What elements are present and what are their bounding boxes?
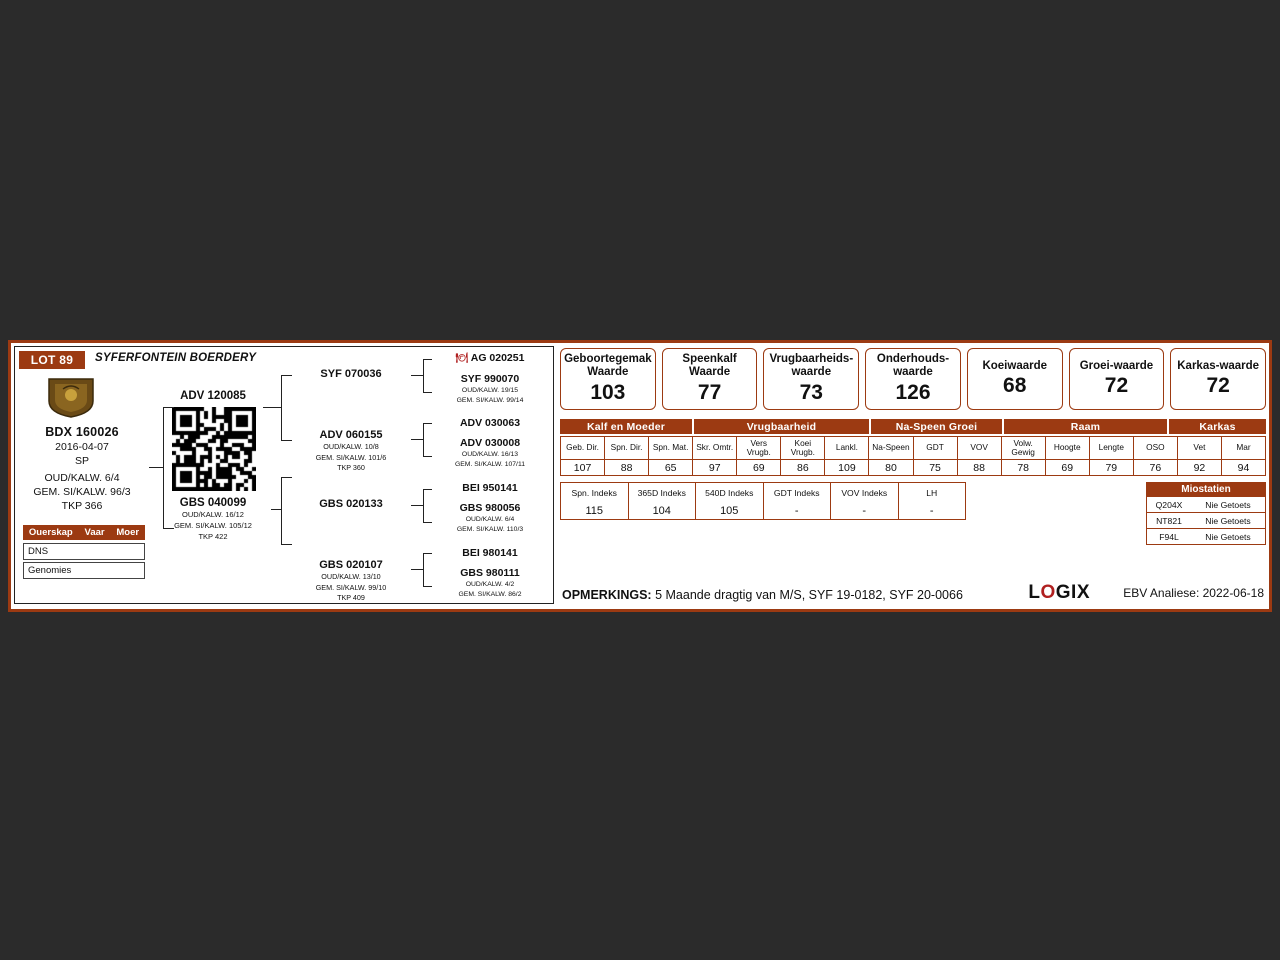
trait-mar: Mar 94 [1222,437,1265,475]
ebv-card-geboortegemak [560,348,656,410]
ebv-analysis-date: EBV Analiese: 2022-06-18 [1123,586,1264,600]
gen3-gem-8: GEM. SI/KALW. 86/2 [458,591,522,599]
ebv-card-row [560,348,1266,410]
gen2-gem-4: GEM. SI/KALW. 99/10 [315,582,387,592]
animal-oud-kalw: OUD/KALW. 6/4 [44,472,120,484]
dam-label: Moer [116,527,140,538]
animal-catalogue-card [8,340,1272,612]
trait-geb-dir: Geb. Dir. 107 [561,437,605,475]
dam-block [155,497,271,542]
ebv-card-koeiwaarde [967,348,1063,410]
index-540d: 540D Indeks 105 [696,483,764,519]
trait-lankl: Lankl. 109 [825,437,869,475]
ebv-value: 72 [1104,374,1129,398]
gen2-id-1: SYF 070036 [320,368,382,380]
miostatien-status: Nie Getoets [1205,515,1251,526]
trait-table [560,436,1266,476]
gen3-oud-4: OUD/KALW. 16/13 [461,451,519,458]
ebv-title: Vrugbaarheids-waarde [769,353,854,378]
trait-spn-dir: Spn. Dir. 88 [605,437,649,475]
remarks-label: OPMERKINGS: [562,588,652,602]
ebv-card-vrugbaarheid [763,348,859,410]
animal-gem: GEM. SI/KALW. 96/3 [33,486,131,498]
gen3-id-6: GBS 980056 [459,502,521,514]
remarks-text: 5 Maande dragtig van M/S, SYF 19-0182, SYF 20-0066 [655,588,963,602]
connector-g2-1 [411,375,423,376]
farm-crest-icon [45,375,97,419]
trait-vers-vrugb: Vers Vrugb. 69 [737,437,781,475]
ebv-title: Onderhouds-waarde [876,353,950,378]
index-spn: Spn. Indeks 115 [561,483,629,519]
miostatien-row [1146,513,1266,529]
ebv-card-groei [1069,348,1165,410]
miostatien-row [1146,497,1266,513]
gen2-gem-2: GEM. SI/KALW. 101/6 [315,452,387,462]
miostatien-table [1146,482,1266,545]
miostatien-status: Nie Getoets [1205,499,1251,510]
gen3-node-5 [427,482,553,494]
gen2-tkp-2: TKP 360 [337,463,365,473]
ebv-value: 73 [799,380,823,404]
ebv-value: 68 [1003,374,1027,398]
miostatien-code: F94L [1159,531,1179,542]
ebv-value: 77 [697,380,722,404]
gen3-node-2 [427,373,553,405]
qr-code [172,407,256,491]
trait-koei-vrugb: Koei Vrugb. 86 [781,437,825,475]
trait-volw-gewig: Volw. Gewig 78 [1002,437,1046,475]
ebv-title: Speenkalf Waarde [682,353,737,378]
connector-g2-3 [411,505,423,506]
trait-skr-omtr: Skr. Omtr. 97 [693,437,737,475]
gen2-id-2: ADV 060155 [319,429,383,441]
ebv-card-karkas [1170,348,1266,410]
ebv-title: Geboortegemak Waarde [564,353,652,378]
gen3-node-8 [427,567,553,599]
gen2-tkp-4: TKP 409 [337,593,365,603]
connector-sire [263,407,281,408]
index-lh: LH - [926,488,938,517]
gen3-node-3 [427,417,553,429]
group-header-vrugbaarheid: Vrugbaarheid [694,419,869,434]
group-header-kalf: Kalf en Moeder [560,419,692,434]
gen3-gem-2: GEM. SI/KALW. 99/14 [456,397,524,405]
dam-gem: GEM. SI/KALW. 105/12 [174,521,252,531]
connector-animal [149,467,163,468]
gen3-id-5: BEI 950141 [462,482,518,494]
gen3-id-7: BEI 980141 [462,547,518,559]
trait-vov: VOV 88 [958,437,1002,475]
gen3-oud-8: OUD/KALW. 4/2 [465,581,515,588]
genomics-row: Genomies [23,562,145,579]
gen3-node-1 [427,352,553,364]
ebv-value: 72 [1206,374,1230,398]
ebv-panel [560,346,1266,606]
ownership-header [23,525,145,540]
animal-birthdate: 2016-04-07 [55,441,109,453]
index-365d: 365D Indeks 104 [629,483,697,519]
trait-na-speen: Na-Speen 80 [869,437,913,475]
trait-spn-mat: Spn. Mat. 65 [649,437,693,475]
remarks [562,588,963,602]
gen3-gem-4: GEM. SI/KALW. 107/11 [454,461,525,469]
ebv-card-speenkalf [662,348,758,410]
pedigree-panel [14,346,554,604]
trait-vet: Vet 92 [1178,437,1222,475]
gen2-node-1 [291,368,411,380]
ebv-title: Karkas-waarde [1177,359,1260,372]
gen3-node-7 [427,547,553,559]
trait-oso: OSO 76 [1134,437,1178,475]
gen2-id-4: GBS 020107 [319,559,383,571]
gen2-node-2 [291,429,411,473]
ebv-card-onderhouds [865,348,961,410]
gen2-oud-4: OUD/KALW. 13/10 [321,572,381,581]
connector-dam [271,509,281,510]
animal-identity [15,425,149,512]
gen3-id-3: ADV 030063 [459,417,521,429]
connector-g2-2 [411,439,423,440]
miostatien-status: Nie Getoets [1205,531,1251,542]
group-header-karkas: Karkas [1169,419,1266,434]
animal-tkp: TKP 366 [61,500,103,512]
gen3-node-4 [427,437,553,469]
gen3-id-2: SYF 990070 [460,373,520,385]
miostatien-row [1146,529,1266,545]
sire-id: ADV 120085 [180,390,246,402]
gen3-gem-6: GEM. SI/KALW. 110/3 [456,526,524,534]
miostatien-code: Q204X [1155,499,1183,510]
dam-id: GBS 040099 [179,497,247,509]
dns-row: DNS [23,543,145,560]
animal-sex: SP [74,455,89,467]
sire-label: Vaar [84,527,105,538]
gen2-node-3 [291,498,411,510]
miostatien-title: Miostatien [1146,482,1266,497]
gen3-node-6 [427,502,553,534]
index-table [560,482,966,520]
farm-name: SYFERFONTEIN BOERDERY [95,352,257,364]
gen2-oud-2: OUD/KALW. 10/8 [323,442,379,451]
dam-tkp: TKP 422 [198,532,228,542]
gen2-node-4 [291,559,411,603]
ebv-title: Groei-waarde [1079,359,1154,372]
group-header-raam: Raam [1004,419,1167,434]
trait-gdt: GDT 75 [914,437,958,475]
miostatien-code: NT821 [1156,515,1182,526]
gen3-id-1: 🍽 AG 020251 [455,352,525,364]
ebv-value: 126 [895,380,931,404]
index-gdt: GDT Indeks - [764,483,832,519]
gen3-id-8: GBS 980111 [460,567,520,579]
group-header-naspeen: Na-Speen Groei [871,419,1002,434]
ebv-title: Koeiwaarde [982,359,1048,372]
logix-logo: LOGIX [1028,582,1090,603]
ebv-value: 103 [590,380,626,404]
lot-badge: LOT 89 [19,351,85,369]
animal-id: BDX 160026 [45,425,119,439]
trait-lengte: Lengte 79 [1090,437,1134,475]
dam-oud: OUD/KALW. 16/12 [182,510,244,519]
gen2-id-3: GBS 020133 [319,498,383,510]
trait-hoogte: Hoogte 69 [1046,437,1090,475]
gen3-oud-6: OUD/KALW. 6/4 [465,516,515,523]
connector-g2-4 [411,569,423,570]
gen3-oud-2: OUD/KALW. 19/15 [461,387,519,394]
index-vov: VOV Indeks - [831,483,899,519]
ownership-label: Ouerskap [28,527,73,538]
gen3-id-4: ADV 030008 [459,437,521,449]
bracket-dam-parents [281,477,292,545]
